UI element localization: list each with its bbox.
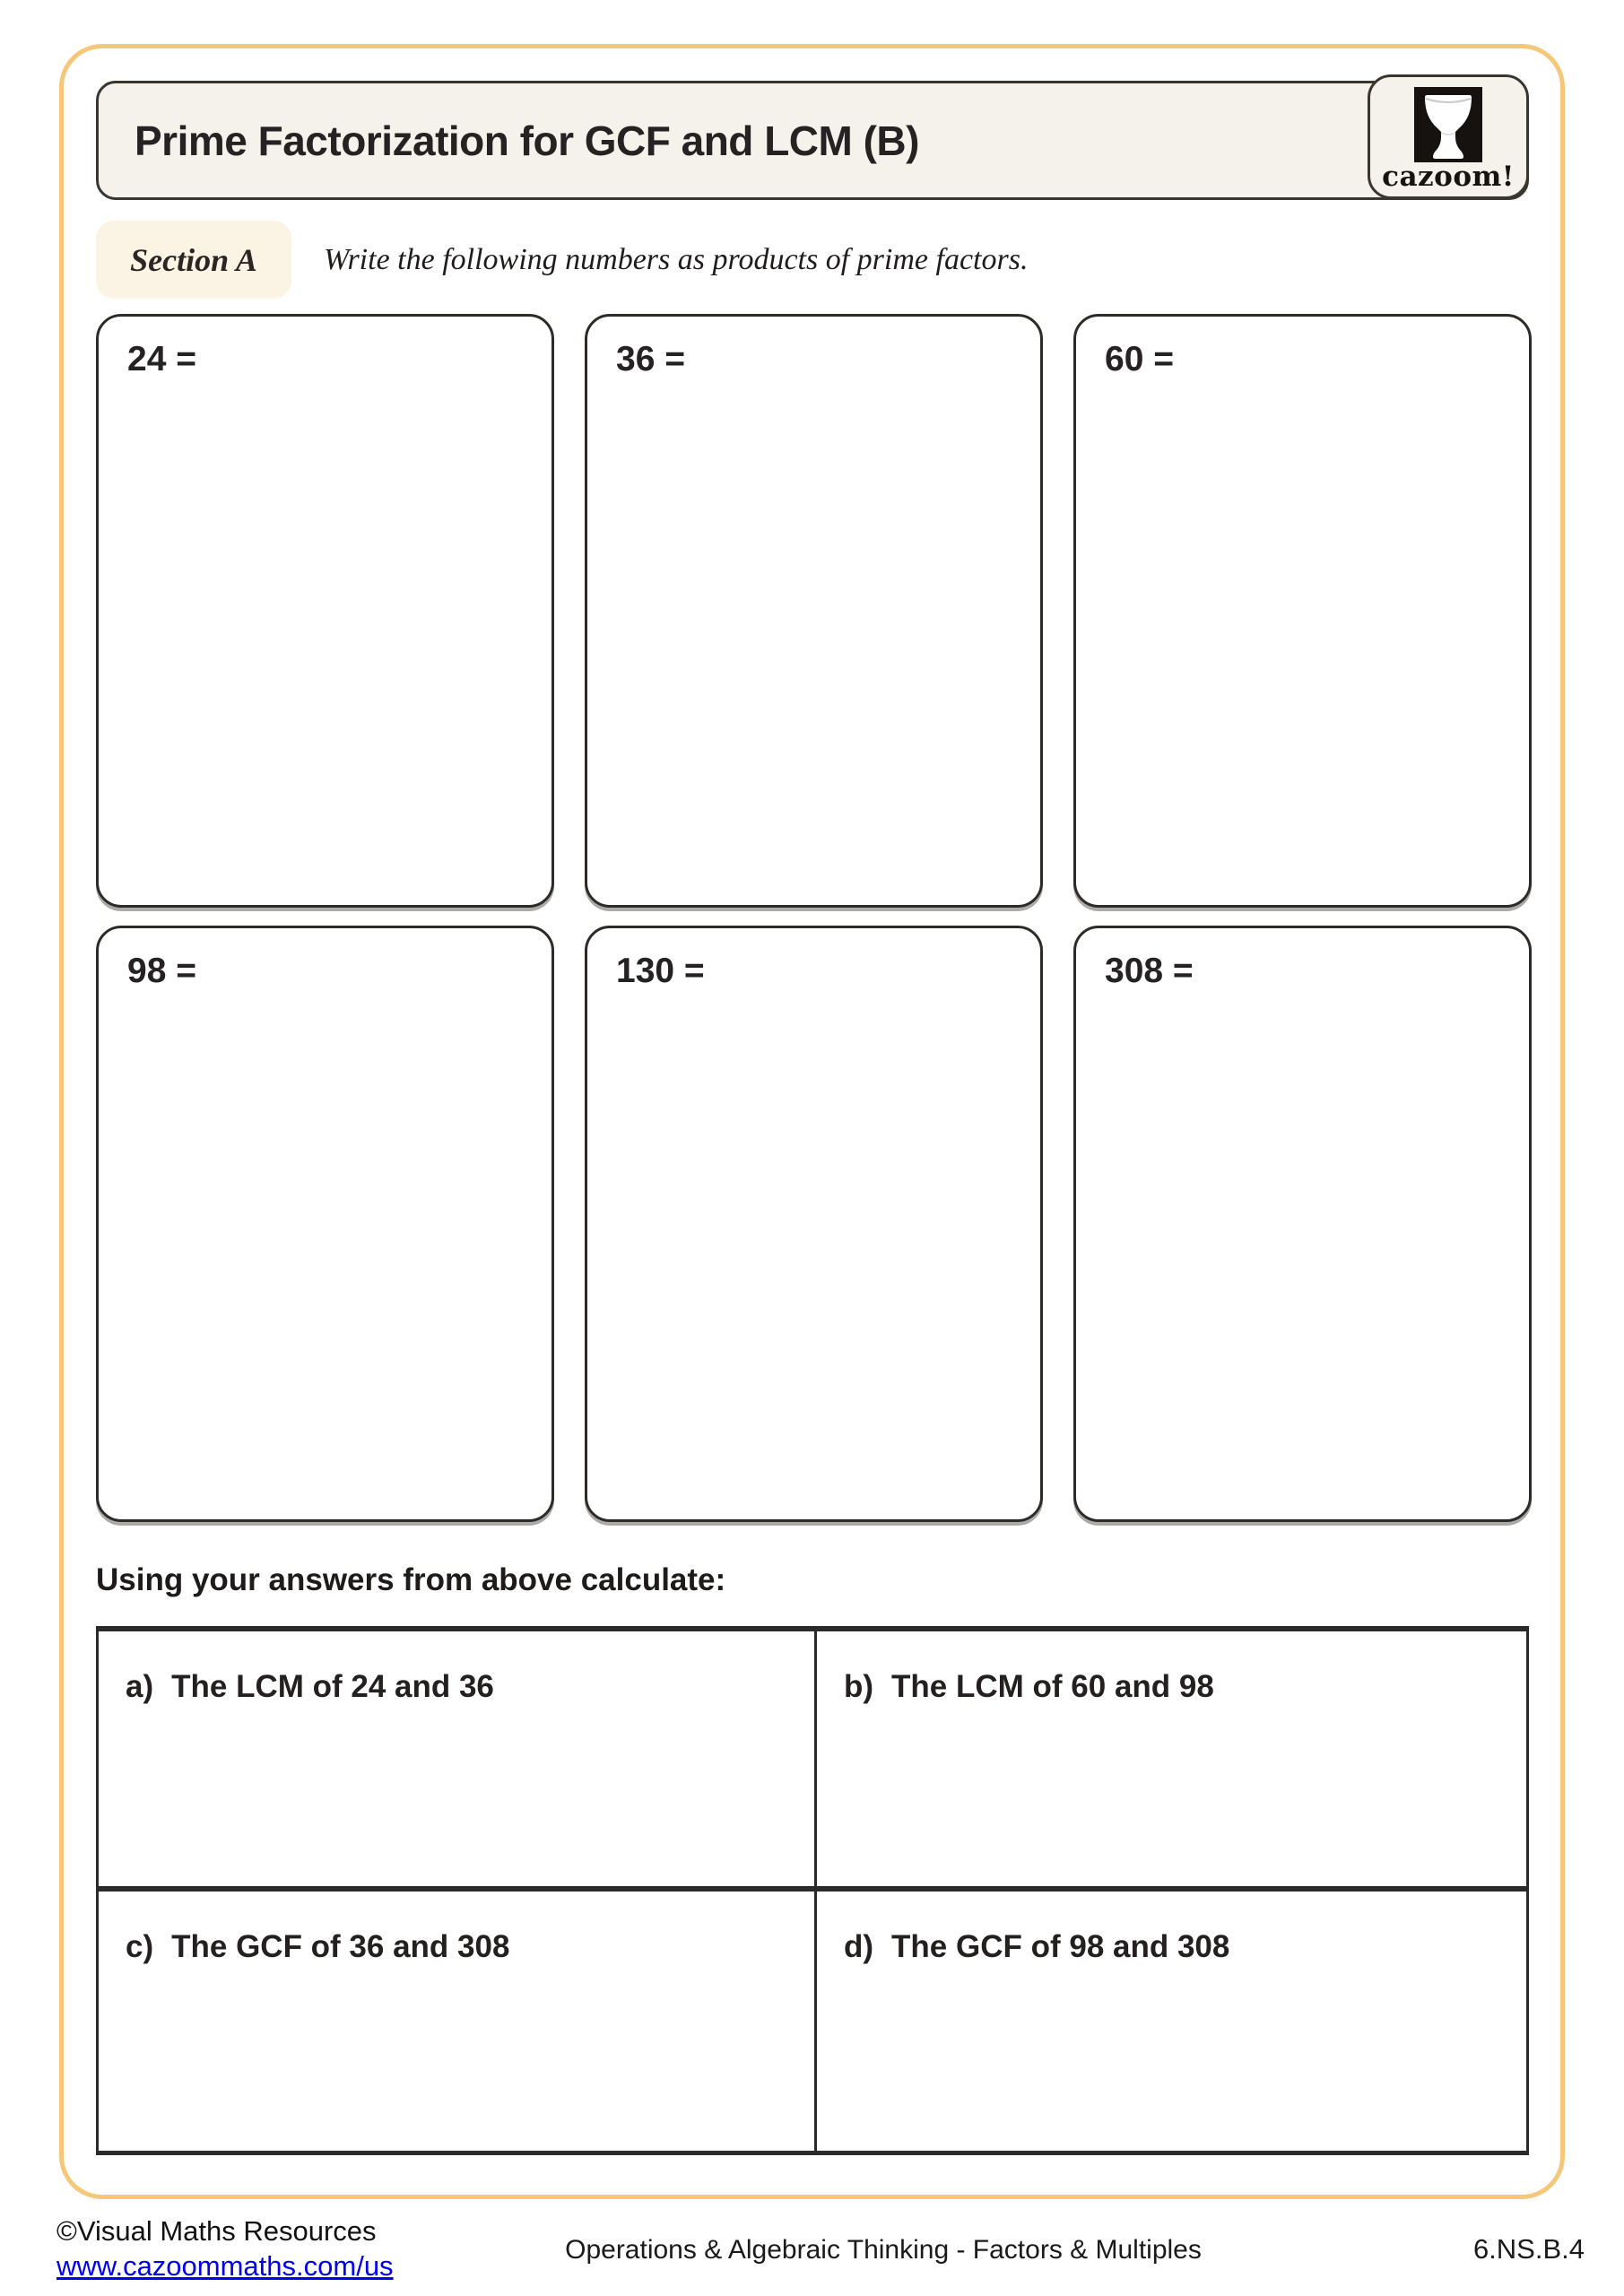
footer-copyright: ©Visual Maths Resources <box>56 2215 377 2247</box>
title-bar <box>96 81 1529 200</box>
cazoom-logo <box>1368 74 1529 199</box>
calc-item-prefix: a) <box>126 1669 154 1704</box>
section-a-row <box>96 221 1529 299</box>
calc-cell-a <box>99 1631 817 1892</box>
calc-item-text: The LCM of 24 and 36 <box>171 1669 494 1704</box>
footer-website-link[interactable]: www.cazoommaths.com/us <box>56 2250 394 2282</box>
calc-item-text: The LCM of 60 and 98 <box>891 1669 1214 1704</box>
factor-box-98 <box>96 926 554 1522</box>
factor-box-60 <box>1073 314 1532 908</box>
factor-box-36 <box>585 314 1043 908</box>
factor-box-24 <box>96 314 554 908</box>
calculate-table <box>96 1626 1529 2155</box>
logo-wordmark: cazoom! <box>1382 161 1515 193</box>
factor-box-label: 98 = <box>127 952 196 990</box>
page-title: Prime Factorization for GCF and LCM (B) <box>135 117 919 164</box>
calc-item-prefix: c) <box>126 1928 154 1964</box>
calc-item-prefix: d) <box>844 1928 874 1964</box>
calc-cell-d <box>817 1892 1526 2152</box>
factor-box-308 <box>1073 926 1532 1522</box>
factor-box-label: 60 = <box>1105 340 1174 378</box>
footer-category: Operations & Algebraic Thinking - Factors & Multiples <box>565 2235 1202 2265</box>
instruction-text: Write the following numbers as products of prime factors. <box>324 242 1029 276</box>
section-a-label: Section A <box>130 241 257 278</box>
factor-box-label: 130 = <box>616 952 705 990</box>
factor-box-label: 36 = <box>616 340 685 378</box>
calc-item-text: The GCF of 36 and 308 <box>171 1928 510 1964</box>
calc-item-prefix: b) <box>844 1669 874 1704</box>
footer-standard-code: 6.NS.B.4 <box>1472 2233 1585 2265</box>
factor-box-label: 308 = <box>1105 952 1194 990</box>
calculate-heading: Using your answers from above calculate: <box>96 1562 726 1597</box>
drum-icon <box>1414 87 1482 162</box>
section-a-badge <box>96 221 291 299</box>
calc-cell-b <box>817 1631 1526 1892</box>
factor-box-label: 24 = <box>127 340 196 378</box>
factor-box-130 <box>585 926 1043 1522</box>
calc-cell-c <box>99 1892 817 2152</box>
calc-item-text: The GCF of 98 and 308 <box>891 1928 1230 1964</box>
